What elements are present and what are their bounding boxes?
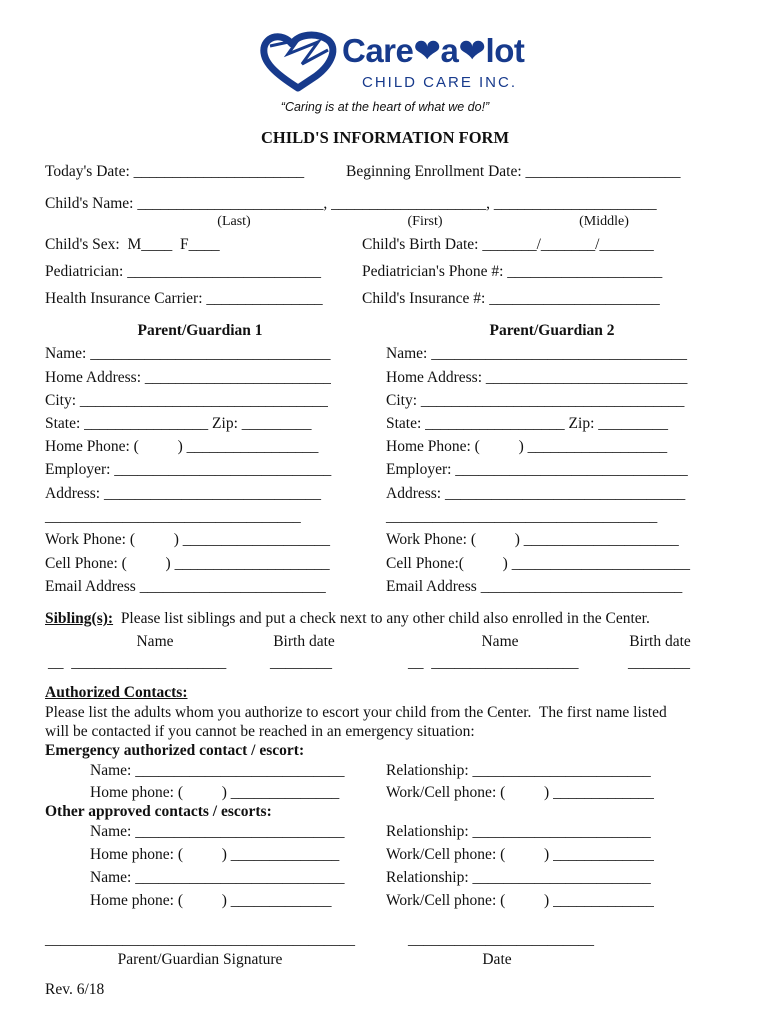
guardian2-address-field[interactable]: Address: _______________________________ xyxy=(386,485,686,502)
contacts-intro-line1: Please list the adults whom you authorize to escort your child from the Center. The first name listed xyxy=(45,704,667,721)
guardian2-home-address-field[interactable]: Home Address: __________________________ xyxy=(386,369,688,386)
guardian2-heading: Parent/Guardian 2 xyxy=(489,322,615,339)
revision-label: Rev. 6/18 xyxy=(45,981,105,998)
other-contact2-name-field[interactable]: Name: ___________________________ xyxy=(90,869,345,886)
guardian2-city-field[interactable]: City: __________________________________ xyxy=(386,392,685,409)
emergency-name-field[interactable]: Name: ___________________________ xyxy=(90,762,345,779)
sibling-name-header-right: Name xyxy=(481,633,519,650)
pediatrician-phone-field[interactable]: Pediatrician's Phone #: ____________________ xyxy=(362,263,663,280)
siblings-line xyxy=(45,611,650,627)
child-sex-field[interactable]: Child's Sex: M____ F____ xyxy=(45,236,220,253)
guardian1-employer-field[interactable]: Employer: ____________________________ xyxy=(45,461,332,478)
siblings-heading: Sibling(s): xyxy=(45,610,114,627)
form-title: CHILD'S INFORMATION FORM xyxy=(260,128,510,147)
guardian2-employer-field[interactable]: Employer: ______________________________ xyxy=(386,461,688,478)
other-contact2-work-cell-phone-field[interactable]: Work/Cell phone: ( ) _____________ xyxy=(386,892,654,909)
emergency-work-cell-phone-field[interactable]: Work/Cell phone: ( ) _____________ xyxy=(386,784,654,801)
guardian1-home-address-field[interactable]: Home Address: ________________________ xyxy=(45,369,331,386)
guardian2-cell-phone-field[interactable]: Cell Phone:( ) _______________________ xyxy=(386,555,690,572)
guardian1-cell-phone-field[interactable]: Cell Phone: ( ) ____________________ xyxy=(45,555,330,572)
birth-date-field[interactable]: Child's Birth Date: _______/_______/_______ xyxy=(362,236,654,253)
other-contact1-home-phone-field[interactable]: Home phone: ( ) ______________ xyxy=(90,846,340,863)
insurance-number-field[interactable]: Child's Insurance #: ______________________ xyxy=(362,290,660,307)
guardian1-name-field[interactable]: Name: _______________________________ xyxy=(45,345,331,362)
guardian2-state-zip-field[interactable]: State: __________________ Zip: _________ xyxy=(386,415,669,432)
sibling-entry-right[interactable]: __ ___________________ xyxy=(408,654,579,671)
todays-date-field[interactable]: Today's Date: ______________________ xyxy=(45,163,305,180)
insurance-carrier-field[interactable]: Health Insurance Carrier: _______________ xyxy=(45,290,323,307)
sibling-name-header-left: Name xyxy=(136,633,174,650)
guardian1-state-zip-field[interactable]: State: ________________ Zip: _________ xyxy=(45,415,312,432)
sibling-birth-entry-right[interactable]: ________ xyxy=(628,654,690,671)
brand-name: Care❤a❤lot xyxy=(342,32,525,69)
emergency-home-phone-field[interactable]: Home phone: ( ) ______________ xyxy=(90,784,340,801)
guardian1-home-phone-field[interactable]: Home Phone: ( ) _________________ xyxy=(45,438,319,455)
guardian1-email-field[interactable]: Email Address ________________________ xyxy=(45,578,326,595)
tagline: “Caring is at the heart of what we do!” xyxy=(280,100,490,114)
date-label: Date xyxy=(482,951,512,968)
guardian1-work-phone-field[interactable]: Work Phone: ( ) ___________________ xyxy=(45,531,331,548)
brand-subtitle: CHILD CARE INC. xyxy=(362,74,518,91)
child-name-field[interactable]: Child's Name: ________________________, ____________________, _____________________ xyxy=(45,195,657,212)
other-contacts-heading: Other approved contacts / escorts: xyxy=(45,803,272,820)
guardian1-heading: Parent/Guardian 1 xyxy=(137,322,263,339)
last-name-label: (Last) xyxy=(217,214,251,229)
guardian1-address-field[interactable]: Address: ____________________________ xyxy=(45,485,321,502)
signature-line[interactable]: ________________________________________ xyxy=(45,931,355,948)
other-contact1-relationship-field[interactable]: Relationship: _______________________ xyxy=(386,823,651,840)
guardian2-address-line2-field[interactable]: ___________________________________ xyxy=(386,508,658,525)
pediatrician-field[interactable]: Pediatrician: _________________________ xyxy=(45,263,321,280)
guardian2-name-field[interactable]: Name: _________________________________ xyxy=(386,345,687,362)
sibling-birth-entry-left[interactable]: ________ xyxy=(270,654,332,671)
signature-label: Parent/Guardian Signature xyxy=(117,951,283,968)
guardian2-email-field[interactable]: Email Address __________________________ xyxy=(386,578,683,595)
contacts-intro-line2: will be contacted if you cannot be reached in an emergency situation: xyxy=(45,723,475,740)
first-name-label: (First) xyxy=(407,214,443,229)
siblings-instruction: Please list siblings and put a check next to any other child also enrolled in the Center. xyxy=(113,610,650,627)
emergency-contact-heading: Emergency authorized contact / escort: xyxy=(45,742,305,759)
sibling-birth-header-right: Birth date xyxy=(629,633,691,650)
date-line[interactable]: ________________________ xyxy=(408,931,594,948)
guardian1-city-field[interactable]: City: ________________________________ xyxy=(45,392,328,409)
sibling-birth-header-left: Birth date xyxy=(273,633,335,650)
sibling-entry-left[interactable]: __ ____________________ xyxy=(48,654,227,671)
guardian2-home-phone-field[interactable]: Home Phone: ( ) __________________ xyxy=(386,438,668,455)
other-contact2-relationship-field[interactable]: Relationship: _______________________ xyxy=(386,869,651,886)
other-contact2-home-phone-field[interactable]: Home phone: ( ) _____________ xyxy=(90,892,332,909)
other-contact1-name-field[interactable]: Name: ___________________________ xyxy=(90,823,345,840)
guardian1-address-line2-field[interactable]: _________________________________ xyxy=(45,508,301,525)
emergency-relationship-field[interactable]: Relationship: _______________________ xyxy=(386,762,651,779)
other-contact1-work-cell-phone-field[interactable]: Work/Cell phone: ( ) _____________ xyxy=(386,846,654,863)
enrollment-date-field[interactable]: Beginning Enrollment Date: ____________________ xyxy=(346,163,681,180)
guardian2-work-phone-field[interactable]: Work Phone: ( ) ____________________ xyxy=(386,531,679,548)
contacts-heading: Authorized Contacts: xyxy=(45,684,188,701)
middle-name-label: (Middle) xyxy=(579,214,629,229)
